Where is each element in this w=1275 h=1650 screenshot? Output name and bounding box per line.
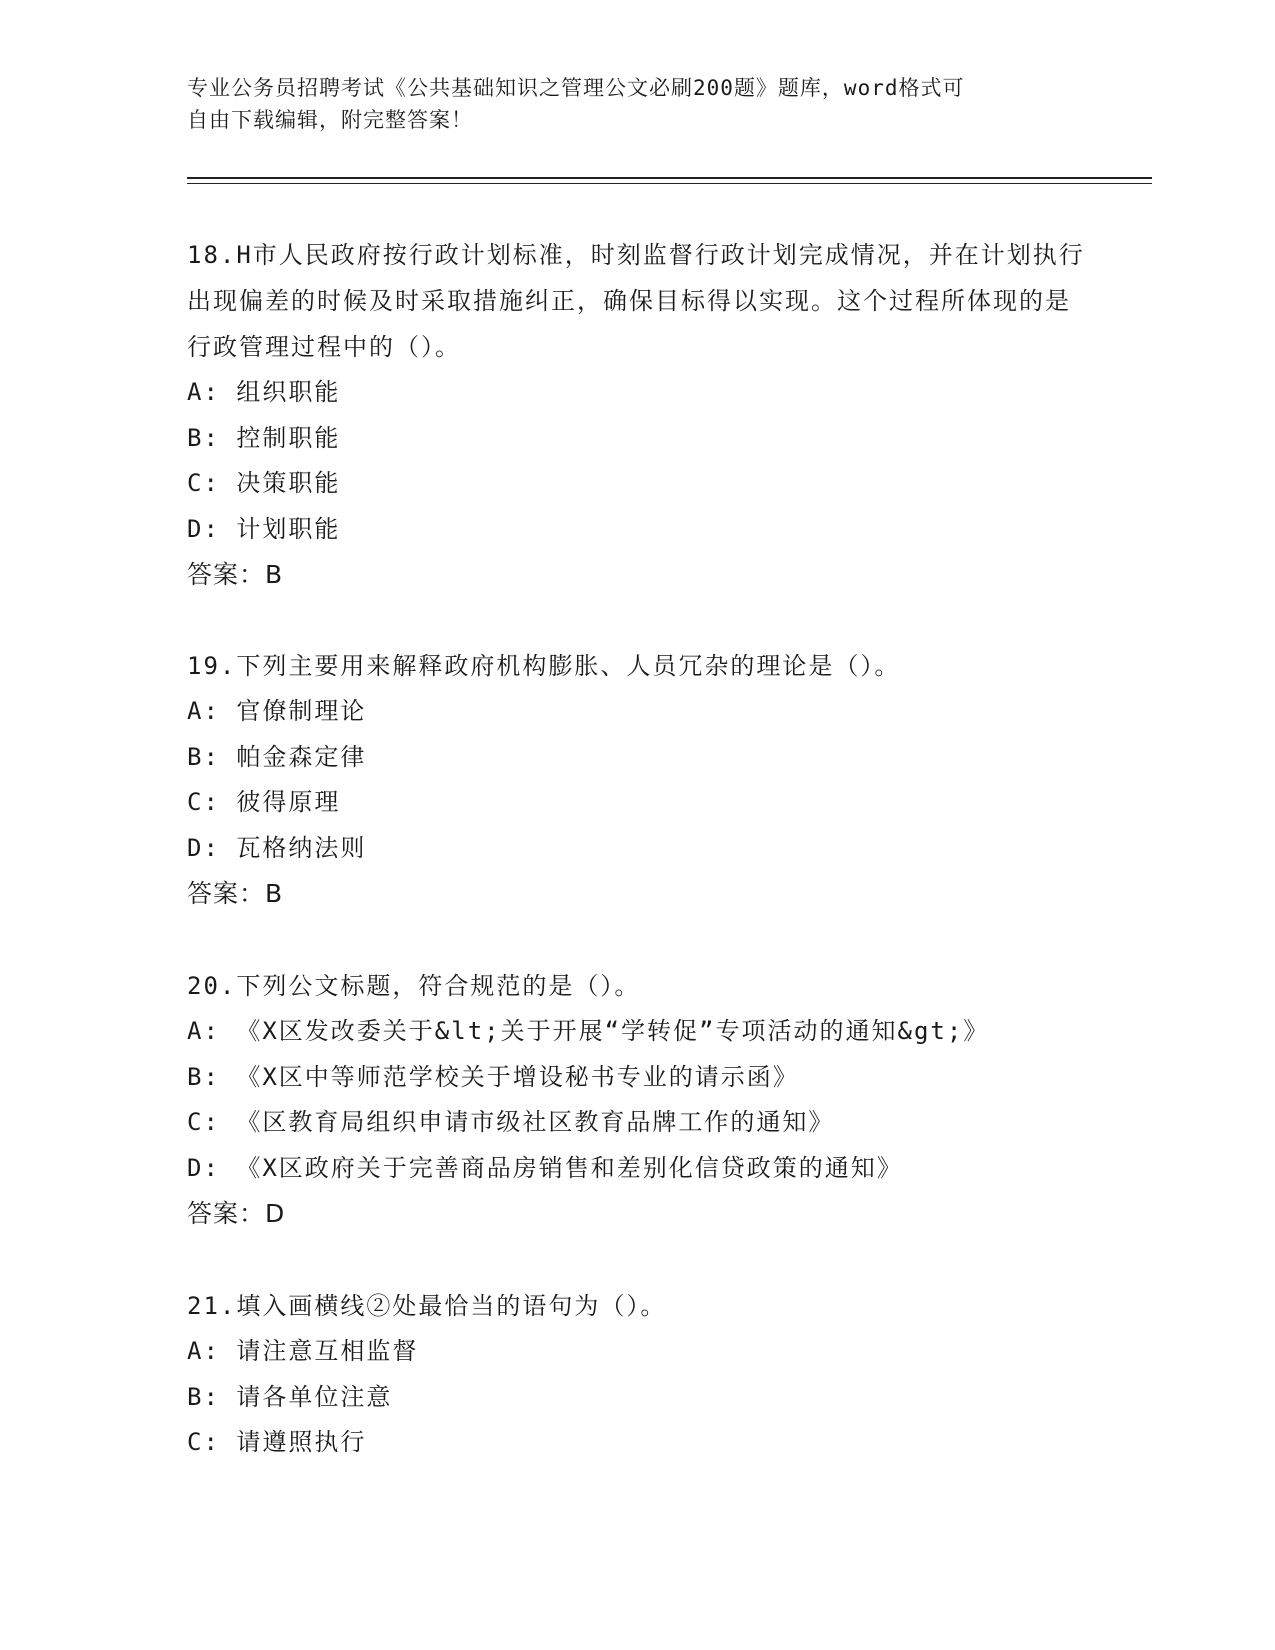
option-a xyxy=(187,689,1087,735)
header-line-1: 专业公务员招聘考试《公共基础知识之管理公文必刷200题》题库，word格式可 xyxy=(187,76,965,100)
option-text: 决策职能 xyxy=(236,469,341,497)
option-label: D: xyxy=(187,514,220,543)
option-c xyxy=(187,780,1087,826)
option-b xyxy=(187,1055,1087,1101)
option-label: D: xyxy=(187,833,220,862)
option-d xyxy=(187,1146,1087,1192)
option-label: B: xyxy=(187,1062,220,1091)
question-21 xyxy=(187,1283,1087,1466)
option-a xyxy=(187,370,1087,416)
question-stem: 19.下列主要用来解释政府机构膨胀、人员冗杂的理论是（）。 xyxy=(187,652,901,680)
option-text: 请各单位注意 xyxy=(236,1382,393,1411)
option-label: B: xyxy=(187,742,220,771)
option-text: 控制职能 xyxy=(236,423,341,452)
option-label: A: xyxy=(187,1337,220,1365)
option-a xyxy=(187,1329,1087,1375)
question-stem: 18.H市人民政府按行政计划标准，时刻监督行政计划完成情况，并在计划执行出现偏差的时候及时采取措施纠正，确保目标得以实现。这个过程所体现的是行政管理过程中的（）。 xyxy=(187,241,1085,361)
question-stem: 20.下列公文标题，符合规范的是（）。 xyxy=(187,972,641,1000)
question-19 xyxy=(187,643,1087,917)
option-text: 《X区发改委关于&lt;关于开展“学转促”专项活动的通知&gt;》 xyxy=(236,1017,990,1045)
option-text: 帕金森定律 xyxy=(236,742,367,771)
option-label: C: xyxy=(187,469,220,497)
option-d xyxy=(187,507,1087,553)
option-label: C: xyxy=(187,788,220,816)
option-text: 彼得原理 xyxy=(236,788,341,816)
option-c xyxy=(187,461,1087,507)
option-text: 官僚制理论 xyxy=(236,697,367,725)
question-20 xyxy=(187,963,1087,1237)
option-label: D: xyxy=(187,1153,220,1182)
question-18 xyxy=(187,232,1087,598)
document-header xyxy=(187,72,1087,136)
header-line-2: 自由下载编辑，附完整答案！ xyxy=(187,108,473,132)
question-stem: 21.填入画横线②处最恰当的语句为（）。 xyxy=(187,1292,667,1320)
option-b xyxy=(187,1375,1087,1421)
option-text: 请遵照执行 xyxy=(236,1428,367,1456)
option-label: C: xyxy=(187,1108,220,1136)
option-a xyxy=(187,1009,1087,1055)
option-label: B: xyxy=(187,423,220,452)
option-text: 《X区中等师范学校关于增设秘书专业的请示函》 xyxy=(236,1062,799,1091)
option-d xyxy=(187,826,1087,872)
option-b xyxy=(187,735,1087,781)
option-label: C: xyxy=(187,1428,220,1456)
answer-line: 答案：B xyxy=(187,879,284,908)
option-text: 请注意互相监督 xyxy=(236,1337,419,1365)
option-c xyxy=(187,1420,1087,1466)
option-text: 《区教育局组织申请市级社区教育品牌工作的通知》 xyxy=(236,1108,835,1136)
header-divider-thin xyxy=(187,183,1152,184)
option-text: 组织职能 xyxy=(236,378,341,406)
option-label: A: xyxy=(187,1017,220,1045)
answer-line: 答案：D xyxy=(187,1199,286,1228)
option-text: 计划职能 xyxy=(236,514,341,543)
option-label: A: xyxy=(187,378,220,406)
header-divider xyxy=(187,177,1152,179)
option-label: A: xyxy=(187,697,220,725)
option-b xyxy=(187,416,1087,462)
option-text: 《X区政府关于完善商品房销售和差别化信贷政策的通知》 xyxy=(236,1153,903,1182)
option-label: B: xyxy=(187,1382,220,1411)
answer-line: 答案：B xyxy=(187,560,284,589)
option-text: 瓦格纳法则 xyxy=(236,833,367,862)
option-c xyxy=(187,1100,1087,1146)
